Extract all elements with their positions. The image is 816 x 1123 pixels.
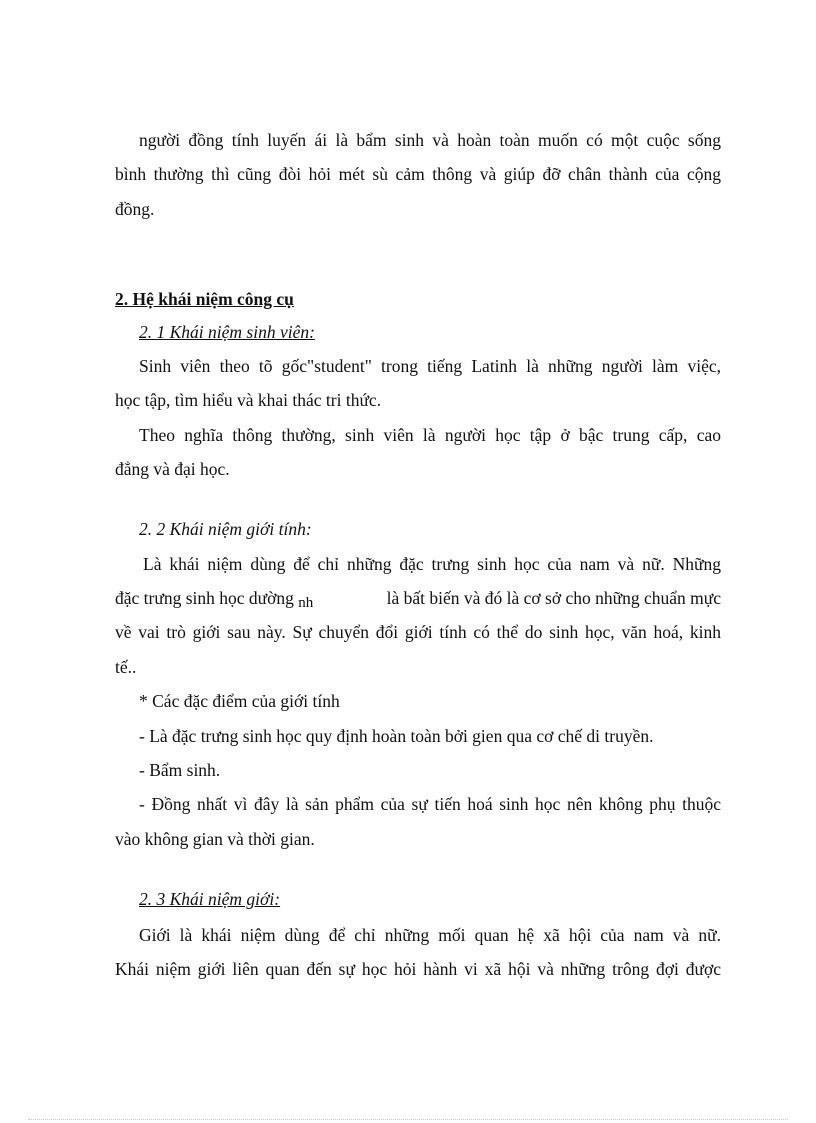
text-span: là bất biến và đó là cơ sở cho những chuẩn mực bbox=[386, 588, 721, 608]
paragraph-line: đồng. bbox=[115, 199, 155, 219]
list-heading: * Các đặc điểm của giới tính bbox=[139, 691, 340, 711]
subsection-heading: 2. 3 Khái niệm giới: bbox=[139, 889, 281, 909]
paragraph-line: bình thường thì cũng đòi hỏi mét sù cảm thông và giúp đỡ chân thành của cộng bbox=[115, 164, 721, 184]
list-item: - Đồng nhất vì đây là sản phẩm của sự tiến hoá sinh học nên không phụ thuộc bbox=[139, 794, 721, 814]
paragraph-line: Giới là khái niệm dùng để chỉ những mối quan hệ xã hội của nam và nữ. bbox=[139, 925, 721, 945]
paragraph-line: Theo nghĩa thông thường, sinh viên là người học tập ở bậc trung cấp, cao bbox=[139, 425, 721, 445]
paragraph-line: Khái niệm giới liên quan đến sự học hỏi hành vi xã hội và những trông đợi được bbox=[115, 959, 721, 979]
paragraph-line: đẳng và đại học. bbox=[115, 459, 230, 479]
subsection-heading: 2. 2 Khái niệm giới tính: bbox=[139, 519, 312, 539]
section-heading: 2. Hệ khái niệm công cụ bbox=[115, 289, 294, 309]
paragraph-line: tế.. bbox=[115, 657, 137, 677]
page-bottom-rule bbox=[28, 1119, 788, 1120]
text-span: nh bbox=[298, 595, 314, 611]
paragraph-line: về vai trò giới sau này. Sự chuyển đổi giới tính có thể do sinh học, văn hoá, kinh bbox=[115, 622, 721, 642]
paragraph-line: học tập, tìm hiểu và khai thác tri thức. bbox=[115, 390, 382, 410]
paragraph-line: vào không gian và thời gian. bbox=[115, 829, 315, 849]
paragraph-line bbox=[115, 587, 721, 611]
list-item: - Là đặc trưng sinh học quy định hoàn toàn bởi gien qua cơ chế di truyền. bbox=[139, 726, 654, 746]
paragraph-line: Là khái niệm dùng để chỉ những đặc trưng sinh học của nam và nữ. Những bbox=[143, 554, 721, 574]
text-span: đặc trưng sinh học dường bbox=[115, 588, 294, 608]
paragraph-line: người đồng tính luyến ái là bẩm sinh và hoàn toàn muốn có một cuộc sống bbox=[139, 130, 721, 150]
paragraph-line: Sinh viên theo tõ gốc"student" trong tiếng Latinh là những người làm việc, bbox=[139, 356, 721, 376]
subsection-heading: 2. 1 Khái niệm sinh viên: bbox=[139, 322, 315, 342]
list-item: - Bẩm sinh. bbox=[139, 760, 221, 780]
